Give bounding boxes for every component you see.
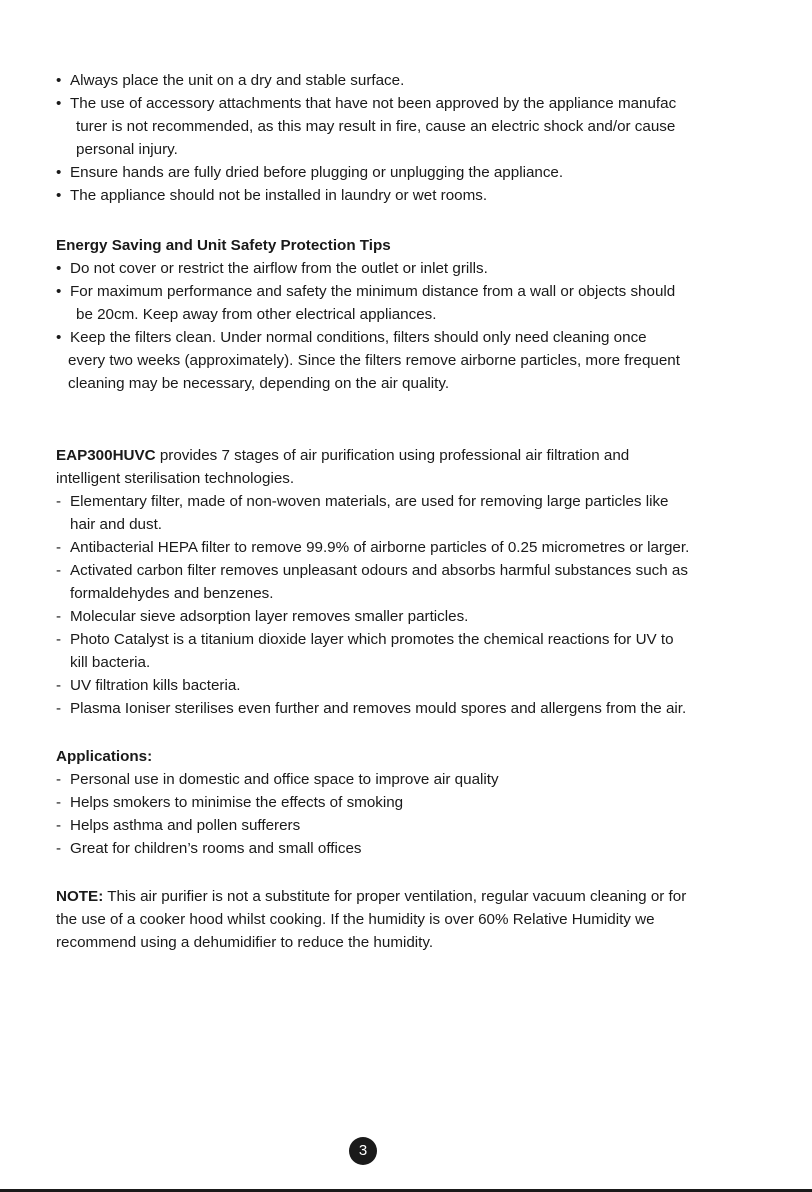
list-item-text: Great for children’s rooms and small offices bbox=[70, 840, 362, 857]
list-item-text: Keep the filters clean. Under normal conditions, filters should only need cleaning once bbox=[70, 329, 647, 346]
bullet-marker: • bbox=[56, 260, 62, 277]
list-item bbox=[56, 490, 776, 513]
list-item bbox=[56, 184, 776, 207]
dash-marker: - bbox=[56, 493, 62, 510]
dash-marker: - bbox=[56, 631, 62, 648]
bullet-marker: • bbox=[56, 72, 62, 89]
intro-text: provides 7 stages of air purification using professional air filtration and bbox=[155, 447, 630, 464]
list-item bbox=[56, 674, 776, 697]
section-heading: Applications: bbox=[56, 748, 153, 765]
list-item-text: Personal use in domestic and office space to improve air quality bbox=[70, 771, 499, 788]
list-item-text: Helps smokers to minimise the effects of smoking bbox=[70, 794, 404, 811]
note-line-3: recommend using a dehumidifier to reduce the humidity. bbox=[56, 934, 434, 951]
list-item bbox=[56, 92, 776, 115]
list-item-text: Helps asthma and pollen sufferers bbox=[70, 817, 301, 834]
list-item-continuation: cleaning may be necessary, depending on the air quality. bbox=[68, 375, 450, 392]
list-item-continuation: every two weeks (approximately). Since the filters remove airborne particles, more frequent bbox=[68, 352, 680, 369]
note-text: This air purifier is not a substitute for proper ventilation, regular vacuum cleaning or for bbox=[103, 888, 687, 905]
bullet-marker: • bbox=[56, 95, 62, 112]
list-item-continuation: kill bacteria. bbox=[70, 654, 151, 671]
list-item-text: Photo Catalyst is a titanium dioxide layer which promotes the chemical reactions for UV to bbox=[70, 631, 674, 648]
section-heading: Energy Saving and Unit Safety Protection Tips bbox=[56, 237, 391, 254]
list-item bbox=[56, 837, 776, 860]
list-item-continuation: formaldehydes and benzenes. bbox=[70, 585, 274, 602]
applications-section bbox=[56, 745, 776, 860]
list-item bbox=[56, 69, 776, 92]
note-line bbox=[56, 885, 776, 908]
list-item-text: Do not cover or restrict the airflow from the outlet or inlet grills. bbox=[70, 260, 488, 277]
list-item-text: Always place the unit on a dry and stable surface. bbox=[70, 72, 405, 89]
list-item bbox=[56, 628, 776, 651]
intro-line-2: intelligent sterilisation technologies. bbox=[56, 470, 295, 487]
list-item-text: Elementary filter, made of non-woven materials, are used for removing large particles like bbox=[70, 493, 669, 510]
list-item-text: The use of accessory attachments that have not been approved by the appliance manufac bbox=[70, 95, 677, 112]
dash-marker: - bbox=[56, 700, 62, 717]
dash-marker: - bbox=[56, 794, 62, 811]
list-item-continuation: hair and dust. bbox=[70, 516, 163, 533]
list-item-continuation: personal injury. bbox=[76, 141, 178, 158]
bullet-marker: • bbox=[56, 187, 62, 204]
dash-marker: - bbox=[56, 539, 62, 556]
list-item-continuation: be 20cm. Keep away from other electrical appliances. bbox=[76, 306, 437, 323]
intro-line bbox=[56, 444, 776, 467]
list-item-text: Plasma Ioniser sterilises even further and removes mould spores and allergens from the air. bbox=[70, 700, 687, 717]
bullet-marker: • bbox=[56, 283, 62, 300]
list-item bbox=[56, 559, 776, 582]
dash-marker: - bbox=[56, 817, 62, 834]
list-item bbox=[56, 161, 776, 184]
list-item bbox=[56, 280, 776, 303]
filtration-stages-section bbox=[56, 444, 776, 720]
list-item-continuation: turer is not recommended, as this may result in fire, cause an electric shock and/or cause bbox=[76, 118, 676, 135]
dash-marker: - bbox=[56, 771, 62, 788]
note-label: NOTE: bbox=[56, 888, 104, 905]
dash-marker: - bbox=[56, 677, 62, 694]
list-item-text: Ensure hands are fully dried before plugging or unplugging the appliance. bbox=[70, 164, 564, 181]
page-number-badge: 3 bbox=[349, 1137, 377, 1165]
bullet-marker: • bbox=[56, 329, 62, 346]
list-item bbox=[56, 536, 776, 559]
list-item-text: Antibacterial HEPA filter to remove 99.9% of airborne particles of 0.25 micrometres or larger. bbox=[70, 539, 690, 556]
list-item bbox=[56, 257, 776, 280]
note-line-2: the use of a cooker hood whilst cooking. If the humidity is over 60% Relative Humidity we bbox=[56, 911, 655, 928]
list-item-text: The appliance should not be installed in laundry or wet rooms. bbox=[70, 187, 488, 204]
dash-marker: - bbox=[56, 608, 62, 625]
safety-bullet-list bbox=[56, 69, 776, 207]
energy-tips-section bbox=[56, 234, 776, 395]
list-item bbox=[56, 791, 776, 814]
list-item bbox=[56, 768, 776, 791]
list-item-text: Molecular sieve adsorption layer removes smaller particles. bbox=[70, 608, 469, 625]
model-name: EAP300HUVC bbox=[56, 447, 156, 464]
list-item bbox=[56, 605, 776, 628]
list-item-text: UV filtration kills bacteria. bbox=[70, 677, 241, 694]
list-item-text: Activated carbon filter removes unpleasant odours and absorbs harmful substances such as bbox=[70, 562, 688, 579]
list-item bbox=[56, 326, 776, 349]
list-item bbox=[56, 697, 776, 720]
dash-marker: - bbox=[56, 840, 62, 857]
list-item-text: For maximum performance and safety the minimum distance from a wall or objects should bbox=[70, 283, 676, 300]
dash-marker: - bbox=[56, 562, 62, 579]
note-section bbox=[56, 885, 776, 954]
list-item bbox=[56, 814, 776, 837]
bullet-marker: • bbox=[56, 164, 62, 181]
